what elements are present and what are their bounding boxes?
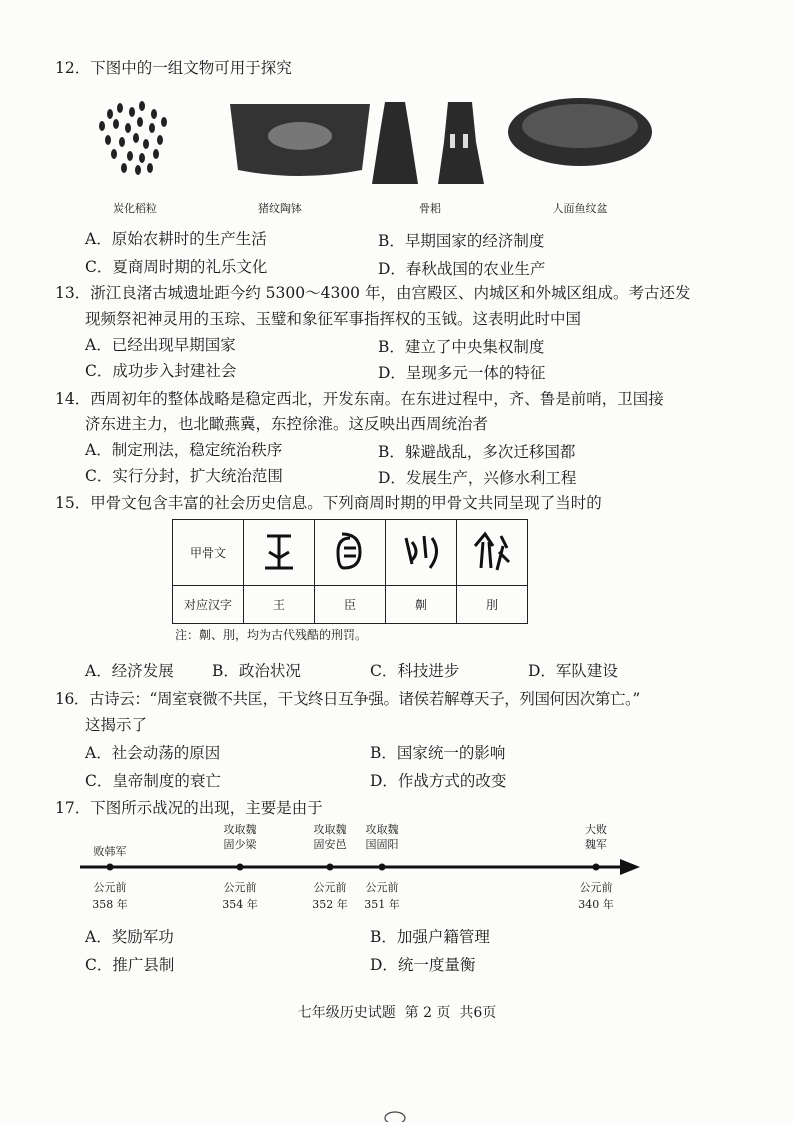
- q13-option-d: D．呈现多元一体的特征: [378, 364, 546, 382]
- timeline-date-2a: 公元前: [223, 881, 257, 894]
- caption-bone-spade: 骨耜: [419, 202, 441, 215]
- caption-fish-basin: 人面鱼纹盆: [552, 202, 608, 215]
- timeline-event-2: 攻取魏 固少梁: [223, 823, 257, 851]
- page-footer: 七年级历史试题 第 2 页 共6页: [297, 1005, 497, 1021]
- oracle-glyph-chen-image: [330, 528, 370, 574]
- fish-basin-image: [508, 98, 652, 166]
- q17-option-a: A．奖励军功: [85, 928, 174, 946]
- q17-option-b: B．加强户籍管理: [370, 928, 490, 946]
- q16-option-a: A．社会动荡的原因: [85, 744, 221, 762]
- oracle-glyph-chen: [315, 520, 386, 586]
- q13-option-a: A．已经出现早期国家: [85, 336, 236, 354]
- q15-option-d: D．军队建设: [528, 662, 618, 680]
- bone-spade-image: [372, 102, 484, 184]
- oracle-bone-table: [172, 519, 528, 624]
- timeline-date-2b: 354 年: [222, 898, 258, 911]
- char-chen: 臣: [315, 586, 386, 624]
- q15-option-b: B．政治状况: [212, 662, 301, 680]
- q14-option-c: C．实行分封，扩大统治范围: [85, 467, 283, 485]
- pig-bowl-image: [230, 104, 370, 176]
- q13-option-c: C．成功步入封建社会: [85, 362, 237, 380]
- timeline-date-4b: 351 年: [364, 898, 400, 911]
- q14-option-d: D．发展生产，兴修水利工程: [378, 469, 577, 487]
- oracle-row-label: 甲骨文: [173, 520, 244, 586]
- q13-line2: 现频祭祀神灵用的玉琮、玉璧和象征军事指挥权的玉钺。这表明此时中国: [85, 310, 582, 328]
- q17-option-c: C．推广县制: [85, 956, 175, 974]
- q12-stem: 12．下图中的一组文物可用于探究: [55, 59, 292, 77]
- char-yue: 刖: [457, 586, 528, 624]
- timeline-event-1: 败韩军: [93, 845, 127, 858]
- timeline-date-1a: 公元前: [93, 881, 127, 894]
- q12-artifact-images: [80, 92, 660, 202]
- oracle-glyph-yue-image: [469, 528, 515, 574]
- timeline-event-5: 大败 魏军: [585, 823, 607, 851]
- q15-option-a: A．经济发展: [85, 662, 174, 680]
- q17-option-d: D．统一度量衡: [370, 956, 476, 974]
- q16-option-b: B．国家统一的影响: [370, 744, 506, 762]
- timeline-date-3b: 352 年: [312, 898, 348, 911]
- timeline-event-4: 攻取魏 国固阳: [365, 823, 399, 851]
- q14-line2: 济东进主力，也北瞰燕冀，东控徐淮。这反映出西周统治者: [85, 415, 489, 433]
- timeline-date-3a: 公元前: [313, 881, 347, 894]
- page-corner-mark: [380, 1108, 410, 1122]
- q15-stem: 15．甲骨文包含丰富的社会历史信息。下列商周时期的甲骨文共同呈现了当时的: [55, 494, 602, 512]
- q15-option-c: C．科技进步: [370, 662, 460, 680]
- q16-option-c: C．皇帝制度的衰亡: [85, 772, 221, 790]
- q13-line1: 13．浙江良渚古城遗址距今约 5300～4300 年，由宫殿区、内城区和外城区组成。考古还发: [55, 284, 691, 302]
- timeline-date-1b: 358 年: [92, 898, 128, 911]
- q14-option-a: A．制定刑法，稳定统治秩序: [85, 441, 283, 459]
- q16-line2: 这揭示了: [85, 716, 148, 734]
- q17-stem: 17．下图所示战况的出现，主要是由于: [55, 799, 323, 817]
- char-wang: 王: [244, 586, 315, 624]
- q16-option-d: D．作战方式的改变: [370, 772, 507, 790]
- caption-rice: 炭化稻粒: [113, 202, 157, 215]
- q12-option-b: B．早期国家的经济制度: [378, 232, 545, 250]
- oracle-glyph-yi: [386, 520, 457, 586]
- timeline-axis: [75, 855, 645, 879]
- q13-option-b: B．建立了中央集权制度: [378, 338, 545, 356]
- q14-line1: 14．西周初年的整体战略是稳定西北，开发东南。在东进过程中，齐、鲁是前哨，卫国接: [55, 390, 664, 408]
- q16-line1: 16．古诗云：“周室衰微不共匡，干戈终日互争强。诸侯若解尊天子，列国何因次第亡。”: [55, 690, 640, 708]
- caption-pig-bowl: 猪纹陶钵: [258, 202, 302, 215]
- q12-option-d: D．春秋战国的农业生产: [378, 260, 546, 278]
- chars-row-label: 对应汉字: [173, 586, 244, 624]
- timeline-event-3: 攻取魏 固安邑: [313, 823, 347, 851]
- oracle-glyph-wang-image: [259, 528, 299, 574]
- q12-option-c: C．夏商周时期的礼乐文化: [85, 258, 268, 276]
- oracle-glyph-wang: [244, 520, 315, 586]
- oracle-glyph-yue: [457, 520, 528, 586]
- q12-option-a: A．原始农耕时的生产生活: [85, 230, 267, 248]
- oracle-glyph-yi-image: [398, 528, 444, 574]
- timeline-date-5b: 340 年: [578, 898, 614, 911]
- timeline-date-4a: 公元前: [365, 881, 399, 894]
- char-yi: 劓: [386, 586, 457, 624]
- q14-option-b: B．躲避战乱，多次迁移国都: [378, 443, 576, 461]
- oracle-note: 注：劓、刖，均为古代残酷的刑罚。: [175, 628, 368, 642]
- rice-grains-image: [99, 101, 167, 175]
- timeline-date-5a: 公元前: [579, 881, 613, 894]
